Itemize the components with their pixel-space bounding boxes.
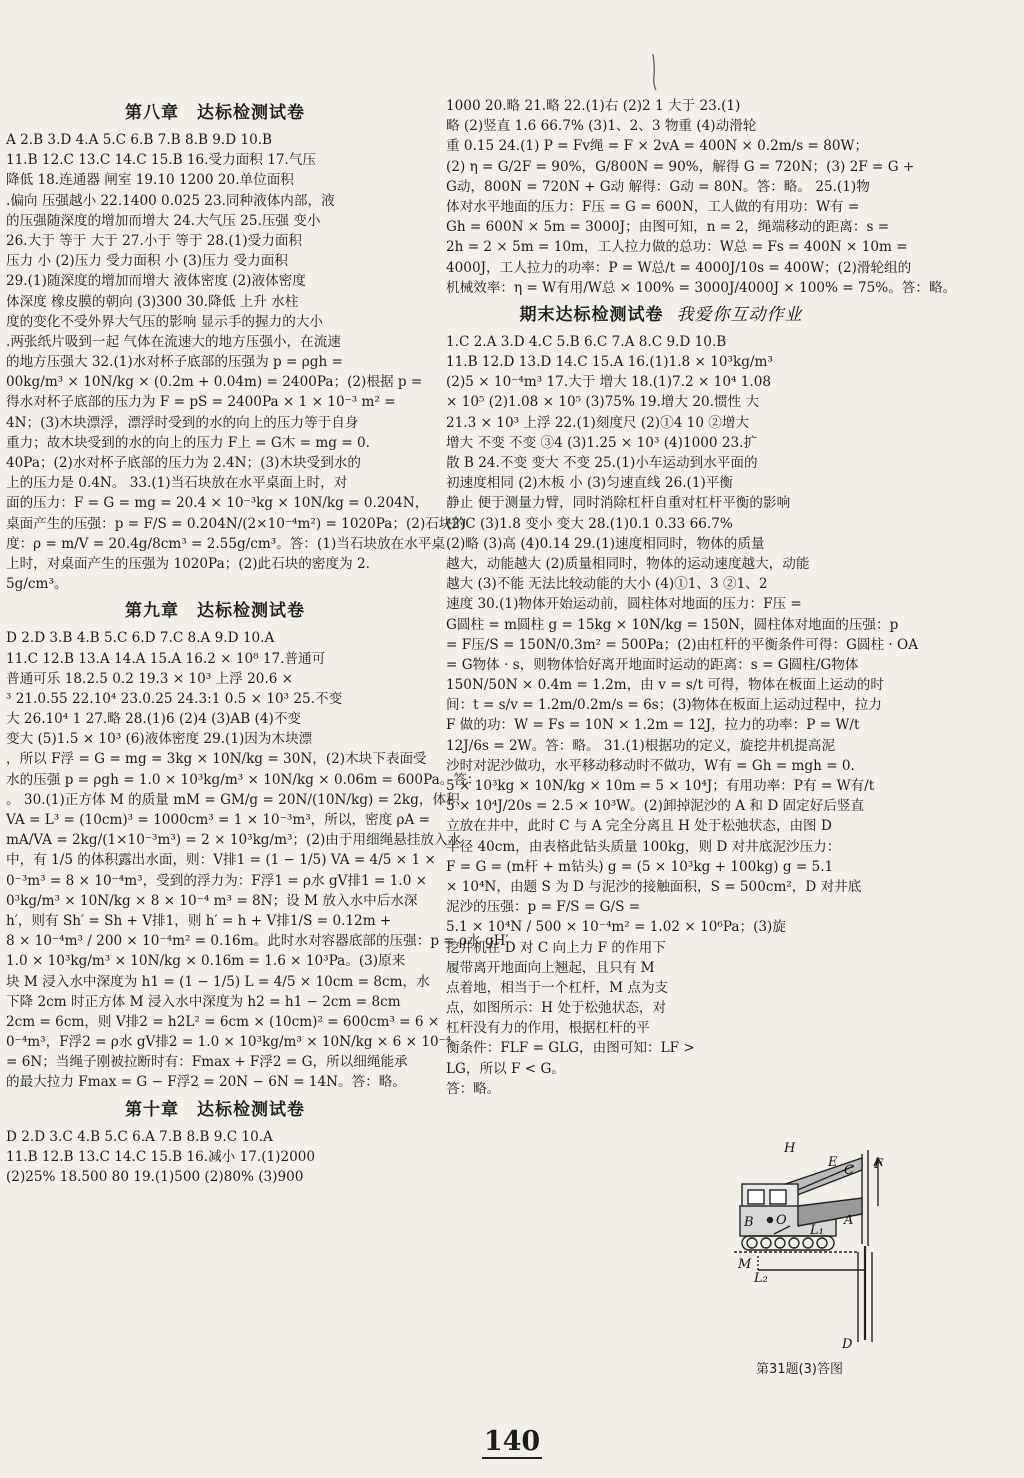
answer-line: 沙时对泥沙做功，水平移动移动时不做功，W有 = Gh = mgh = 0. — [446, 757, 855, 774]
answer-line: 桌面产生的压强：p = F/S = 0.204N/(2×10⁻⁴m²) = 1020Pa；(2)石块的 — [6, 515, 467, 532]
answer-line: × 10⁴N，由题 S 为 D 与泥沙的接触面积，S = 500cm²，D 对井底 — [446, 878, 862, 895]
answer-line: 点着地，相当于一个杠杆，M 点为支 — [446, 979, 669, 996]
label-m: M — [738, 1257, 752, 1272]
answer-line: 度的变化不受外界大气压的影响 显示手的握力的大小 — [6, 313, 323, 330]
label-a: A — [844, 1213, 854, 1228]
answer-line: G圆柱 = m圆柱 g = 15kg × 10N/kg = 150N，圆柱体对地面的压强：p — [446, 616, 899, 633]
cab-window — [748, 1190, 764, 1204]
answer-line: 答：略。 — [446, 1080, 501, 1097]
answer-line: 半径 40cm，由表格此钻头质量 100kg，则 D 对井底泥沙压力： — [446, 838, 841, 855]
answer-line: F 做的功：W = Fs = 10N × 1.2m = 12J，拉力的功率：P = W/t — [446, 717, 860, 734]
answer-line: 略 (2)竖直 1.6 66.7% (3)1、2、3 物重 (4)动滑轮 — [446, 118, 757, 135]
wheel — [789, 1238, 799, 1248]
answer-line: 大 26.10⁴ 1 27.略 28.(1)6 (2)4 (3)AB (4)不变 — [6, 711, 301, 728]
answer-line: 12J/6s = 2W。答：略。 31.(1)根据功的定义，旋挖井机提高泥 — [446, 737, 836, 754]
answer-line: .偏向 压强越小 22.1400 0.025 23.同种液体内部，液 — [6, 192, 335, 209]
answer-line: 11.B 12.B 13.C 14.C 15.B 16.减小 17.(1)2000 — [6, 1148, 316, 1165]
answer-line: 挖井机在 D 对 C 向上力 F 的作用下 — [446, 939, 666, 956]
answer-line: D 2.D 3.B 4.B 5.C 6.D 7.C 8.A 9.D 10.A — [6, 630, 275, 647]
answer-line: 0⁻⁴m³，F浮2 = ρ水 gV排2 = 1.0 × 10³kg/m³ × 10N/kg × 6 × 10⁻⁴ — [6, 1034, 452, 1051]
label-l2: L₂ — [754, 1271, 768, 1286]
answer-line: × 10⁵ (2)1.08 × 10⁵ (3)75% 19.增大 20.惯性 大 — [446, 394, 760, 411]
answer-line: = F压/S = 150N/0.3m² = 500Pa；(2)由杠杆的平衡条件可得：G圆柱 · OA — [446, 636, 919, 653]
answer-line: (2) η = G/2F = 90%，G/800N = 90%，解得 G = 720N；(3) 2F = G + — [446, 158, 915, 175]
answer-line: 4N；(3)木块漂浮，漂浮时受到的水的向上的压力等于自身 — [6, 414, 359, 431]
page-number-text: 140 — [483, 1426, 541, 1457]
answer-line: 上的压力是 0.4N。 33.(1)当石块放在水平桌面上时，对 — [6, 475, 348, 492]
figure-caption: 第31题(3)答图 — [756, 1362, 843, 1377]
answer-line: LG，所以 F < G。 — [446, 1060, 565, 1077]
label-e: E — [828, 1155, 838, 1170]
answer-line: 间：t = s/v = 1.2m/0.2m/s = 6s；(3)物体在板面上运动过程中，拉力 — [446, 697, 882, 714]
chapter-9-title: 第九章 达标检测试卷 — [125, 601, 305, 622]
answer-line: 2h = 2 × 5m = 10m，工人拉力做的总功：W总 = Fs = 400N × 10m = — [446, 239, 908, 256]
answer-line: 衡条件：FLF = GLG，由图可知：LF > — [446, 1040, 695, 1057]
answer-line: 11.B 12.C 13.C 14.C 15.B 16.受力面积 17.气压 — [6, 152, 317, 169]
chapter-8-answers — [6, 130, 467, 594]
chapter-8-title: 第八章 达标检测试卷 — [125, 103, 305, 123]
answer-line: 杠杆没有力的作用，根据杠杆的平 — [446, 1020, 650, 1037]
drilling-rig-diagram — [734, 1136, 894, 1352]
answer-line: 4000J，工人拉力的功率：P = W总/t = 4000J/10s = 400W；(2)滑轮组的 — [446, 259, 912, 276]
answer-line: 11.C 12.B 13.A 14.A 15.A 16.2 × 10⁸ 17.普通可 — [6, 650, 326, 667]
label-l1: L₁ — [810, 1223, 824, 1238]
answer-line: 00kg/m³ × 10N/kg × (0.2m + 0.04m) = 2400Pa；(2)根据 p = — [6, 374, 423, 391]
answer-line: 中，有 1/5 的体积露出水面，则：V排1 = (1 − 1/5) VA = 4/5 × 1 × — [6, 852, 436, 869]
answer-line: 26.大于 等于 大于 27.小于 等于 28.(1)受力面积 — [6, 232, 303, 249]
answer-line: 5 × 10⁴J/20s = 2.5 × 10³W。(2)卸掉泥沙的 A 和 D 固定好后竖直 — [446, 798, 865, 815]
right-column — [446, 96, 957, 1099]
answer-line: 体对水平地面的压力：F压 = G = 600N，工人做的有用功：W有 = — [446, 198, 860, 215]
answer-line: 降低 18.连通器 闸室 19.10 1200 20.单位面积 — [6, 172, 294, 189]
answer-line: 越大 (3)不能 无法比较动能的大小 (4)①1、3 ②1、2 — [446, 576, 768, 593]
answer-line: .两张纸片吸到一起 气体在流速大的地方压强小，在流速 — [6, 333, 341, 350]
answer-line: 水的压强 p = ρgh = 1.0 × 10³kg/m³ × 10N/kg × 0.06m = 600Pa。答： — [6, 771, 481, 788]
answer-line: 速度 30.(1)物体开始运动前，圆柱体对地面的压力：F压 = — [446, 596, 802, 613]
answer-line: 0³kg/m³ × 10N/kg × 8 × 10⁻⁴ m³ = 8N；设 M 放入水中后水深 — [6, 892, 418, 909]
chapter-10-answers — [6, 1127, 424, 1188]
answer-line: 1000 20.略 21.略 22.(1)右 (2)2 1 大于 23.(1) — [446, 98, 741, 114]
final-exam-answers — [446, 332, 919, 917]
answer-line: 21.3 × 10³ 上浮 22.(1)刻度尺 (2)①4 10 ②增大 — [446, 414, 750, 431]
scratch-mark — [650, 52, 658, 92]
answer-line: 块 M 浸入水中深度为 h1 = (1 − 1/5) L = 4/5 × 10cm = 8cm，水 — [6, 973, 430, 990]
answer-line: (2)25% 18.500 80 19.(1)500 (2)80% (3)900 — [6, 1169, 304, 1185]
answer-line: 普通可乐 18.2.5 0.2 19.3 × 10³ 上浮 20.6 × — [6, 670, 294, 687]
answer-line: 重 0.15 24.(1) P = Fv绳 = F × 2vA = 400N × 0.2m/s = 80W； — [446, 138, 869, 155]
label-d: D — [842, 1337, 853, 1352]
answer-line: 履带离开地面向上翘起，且只有 M — [446, 959, 655, 976]
answer-line: (2)5 × 10⁻⁴m³ 17.大于 增大 18.(1)7.2 × 10⁴ 1.08 — [446, 374, 772, 391]
answer-line: mA/VA = 2kg/(1×10⁻³m³) = 2 × 10³kg/m³；(2)由于用细绳悬挂放入水 — [6, 832, 462, 849]
answer-line: 静止 便于测量力臂，同时消除杠杆自重对杠杆平衡的影响 — [446, 495, 791, 512]
answer-line: 压力 小 (2)压力 受力面积 小 (3)压力 受力面积 — [6, 253, 288, 270]
answer-line: 8 × 10⁻⁴m³ / 200 × 10⁻⁴m² = 0.16m。此时水对容器底部的压强：p = ρ水 gH′ — [6, 933, 509, 950]
wheel — [747, 1238, 757, 1248]
center-of-gravity — [768, 1218, 773, 1223]
answer-line: 面的压力：F = G = mg = 20.4 × 10⁻³kg × 10N/kg = 0.204N， — [6, 495, 429, 512]
answer-line: 越大，动能越大 (2)质量相同时，物体的运动速度越大，动能 — [446, 555, 810, 572]
answer-line: 散 B 24.不变 变大 不变 25.(1)小车运动到水平面的 — [446, 455, 758, 471]
answer-line: 0⁻³m³ = 8 × 10⁻⁴m³，受到的浮力为：F浮1 = ρ水 gV排1 = 1.0 × — [6, 872, 428, 889]
answer-line: 5.1 × 10⁴N / 500 × 10⁻⁴m² = 1.02 × 10⁶Pa；(3)旋 — [446, 919, 786, 936]
handwritten-note: 我爱你互动作业 — [676, 304, 803, 325]
answer-line: 增大 不变 不变 ③4 (3)1.25 × 10³ (4)1000 23.扩 — [446, 434, 758, 451]
answer-line: 1.0 × 10³kg/m³ × 10N/kg × 0.16m = 1.6 × 10³Pa。(3)原来 — [6, 953, 406, 970]
answer-line: 体深度 橡皮膜的朝向 (3)300 30.降低 上升 水柱 — [6, 293, 299, 310]
answer-line: 11.B 12.D 13.D 14.C 15.A 16.(1)1.8 × 10³kg/m³ — [446, 354, 773, 371]
page-number — [0, 1426, 1024, 1457]
answer-line: D 2.D 3.C 4.B 5.C 6.A 7.B 8.B 9.C 10.A — [6, 1128, 273, 1145]
answer-line: 机械效率：η = W有用/W总 × 100% = 3000J/4000J × 100% = 75%。答：略。 — [446, 279, 957, 296]
answer-line: 得水对杯子底部的压力为 F = pS = 2400Pa × 1 × 10⁻³ m² = — [6, 394, 396, 411]
chapter-10-answers-continued — [446, 96, 957, 298]
answer-line: 度：ρ = m/V = 20.4g/8cm³ = 2.55g/cm³。答：(1)当石块放在水平桌 — [6, 535, 446, 552]
answer-line: 立放在井中，此时 C 与 A 完全分离且 H 处于松弛状态，由图 D — [446, 818, 832, 835]
answer-line: 1.C 2.A 3.D 4.C 5.B 6.C 7.A 8.C 9.D 10.B — [446, 333, 727, 350]
label-c: C — [844, 1163, 854, 1178]
answer-line: 的压强随深度的增加而增大 24.大气压 25.压强 变小 — [6, 212, 321, 229]
answer-line: 重力；故木块受到的水的向上的压力 F上 = G木 = mg = 0. — [6, 434, 370, 451]
wheel — [803, 1238, 813, 1248]
answer-line: Gh = 600N × 5m = 3000J；由图可知，n = 2，绳端移动的距离：s = — [446, 219, 890, 236]
answer-line: 变大 (5)1.5 × 10³ (6)液体密度 29.(1)因为木块漂 — [6, 731, 313, 748]
answer-line: (2)略 (3)高 (4)0.14 29.(1)速度相同时，物体的质量 — [446, 535, 765, 552]
answer-line: 29.(1)随深度的增加而增大 液体密度 (2)液体密度 — [6, 273, 306, 290]
answer-line: A 2.B 3.D 4.A 5.C 6.B 7.B 8.B 9.D 10.B — [6, 132, 273, 148]
answer-line: 初速度相同 (2)木板 小 (3)匀速直线 26.(1)平衡 — [446, 475, 733, 492]
wheel — [817, 1238, 827, 1248]
label-f: F — [874, 1157, 884, 1172]
answer-line: h′，则有 Sh′ = Sh + V排1，则 h′ = h + V排1/S = 0.12m + — [6, 912, 392, 929]
label-h: H — [784, 1141, 796, 1156]
answer-line: = G物体 · s，则物体恰好离开地面时运动的距离：s = G圆柱/G物体 — [446, 656, 859, 673]
answer-line: ³ 21.0.55 22.10⁴ 23.0.25 24.3:1 0.5 × 10³ 25.不变 — [6, 690, 343, 707]
answer-line: G动，800N = 720N + G动 解得：G动 = 80N。答：略。 25.(1)物 — [446, 178, 870, 195]
cab-window-2 — [770, 1190, 786, 1204]
answer-line: 40Pa；(2)水对杯子底部的压力为 2.4N；(3)木块受到水的 — [6, 455, 361, 471]
answer-line: 150N/50N × 0.4m = 1.2m，由 v = s/t 可得，物体在板面上运动的时 — [446, 677, 884, 694]
answer-line: 上时，对桌面产生的压强为 1020Pa；(2)此石块的密度为 2. — [6, 555, 370, 572]
final-exam-answers-narrow — [446, 917, 786, 1099]
chapter-10-title: 第十章 达标检测试卷 — [125, 1099, 305, 1120]
answer-line: ，所以 F浮 = G = mg = 3kg × 10N/kg = 30N，(2)木块下表面受 — [6, 751, 427, 768]
wheel — [761, 1238, 771, 1248]
final-exam-title — [446, 298, 876, 332]
answer-line: 下降 2cm 时正方体 M 浸入水中深度为 h2 = h1 − 2cm = 8cm — [6, 993, 401, 1010]
answer-line: (2)C (3)1.8 变小 变大 28.(1)0.1 0.33 66.7% — [446, 515, 733, 532]
wheel — [775, 1238, 785, 1248]
answer-line: 5g/cm³。 — [6, 576, 68, 593]
answer-line: 5 × 10³kg × 10N/kg × 10m = 5 × 10⁴J；有用功率：P有 = W有/t — [446, 778, 875, 794]
label-o: O — [776, 1213, 787, 1228]
final-exam-title-text: 期末达标检测试卷 — [519, 304, 664, 325]
label-b: B — [744, 1215, 754, 1230]
answer-line: 的最大拉力 Fmax = G − F浮2 = 20N − 6N = 14N。答：略。 — [6, 1074, 406, 1091]
answer-line: 点，如图所示：H 处于松弛状态，对 — [446, 1000, 667, 1017]
answer-line: 的地方压强大 32.(1)水对杯子底部的压强为 p = ρgh = — [6, 354, 343, 371]
answer-line: 泥沙的压强：p = F/S = G/S = — [446, 899, 641, 916]
answer-line: 。 30.(1)正方体 M 的质量 mM = GM/g = 20N/(10N/kg) = 2kg，体积 — [6, 791, 460, 808]
answer-line: F = G = (m杆 + m钻头) g = (5 × 10³kg + 100kg) g = 5.1 — [446, 858, 834, 875]
answer-line: 2cm = 6cm，则 V排2 = h2L² = 6cm × (10cm)² = 600cm³ = 6 × — [6, 1013, 440, 1030]
answer-line: = 6N；当绳子刚被拉断时有：Fmax + F浮2 = G，所以细绳能承 — [6, 1054, 408, 1071]
answer-line: VA = L³ = (10cm)³ = 1000cm³ = 1 × 10⁻³m³，所以，密度 ρA = — [6, 812, 431, 828]
